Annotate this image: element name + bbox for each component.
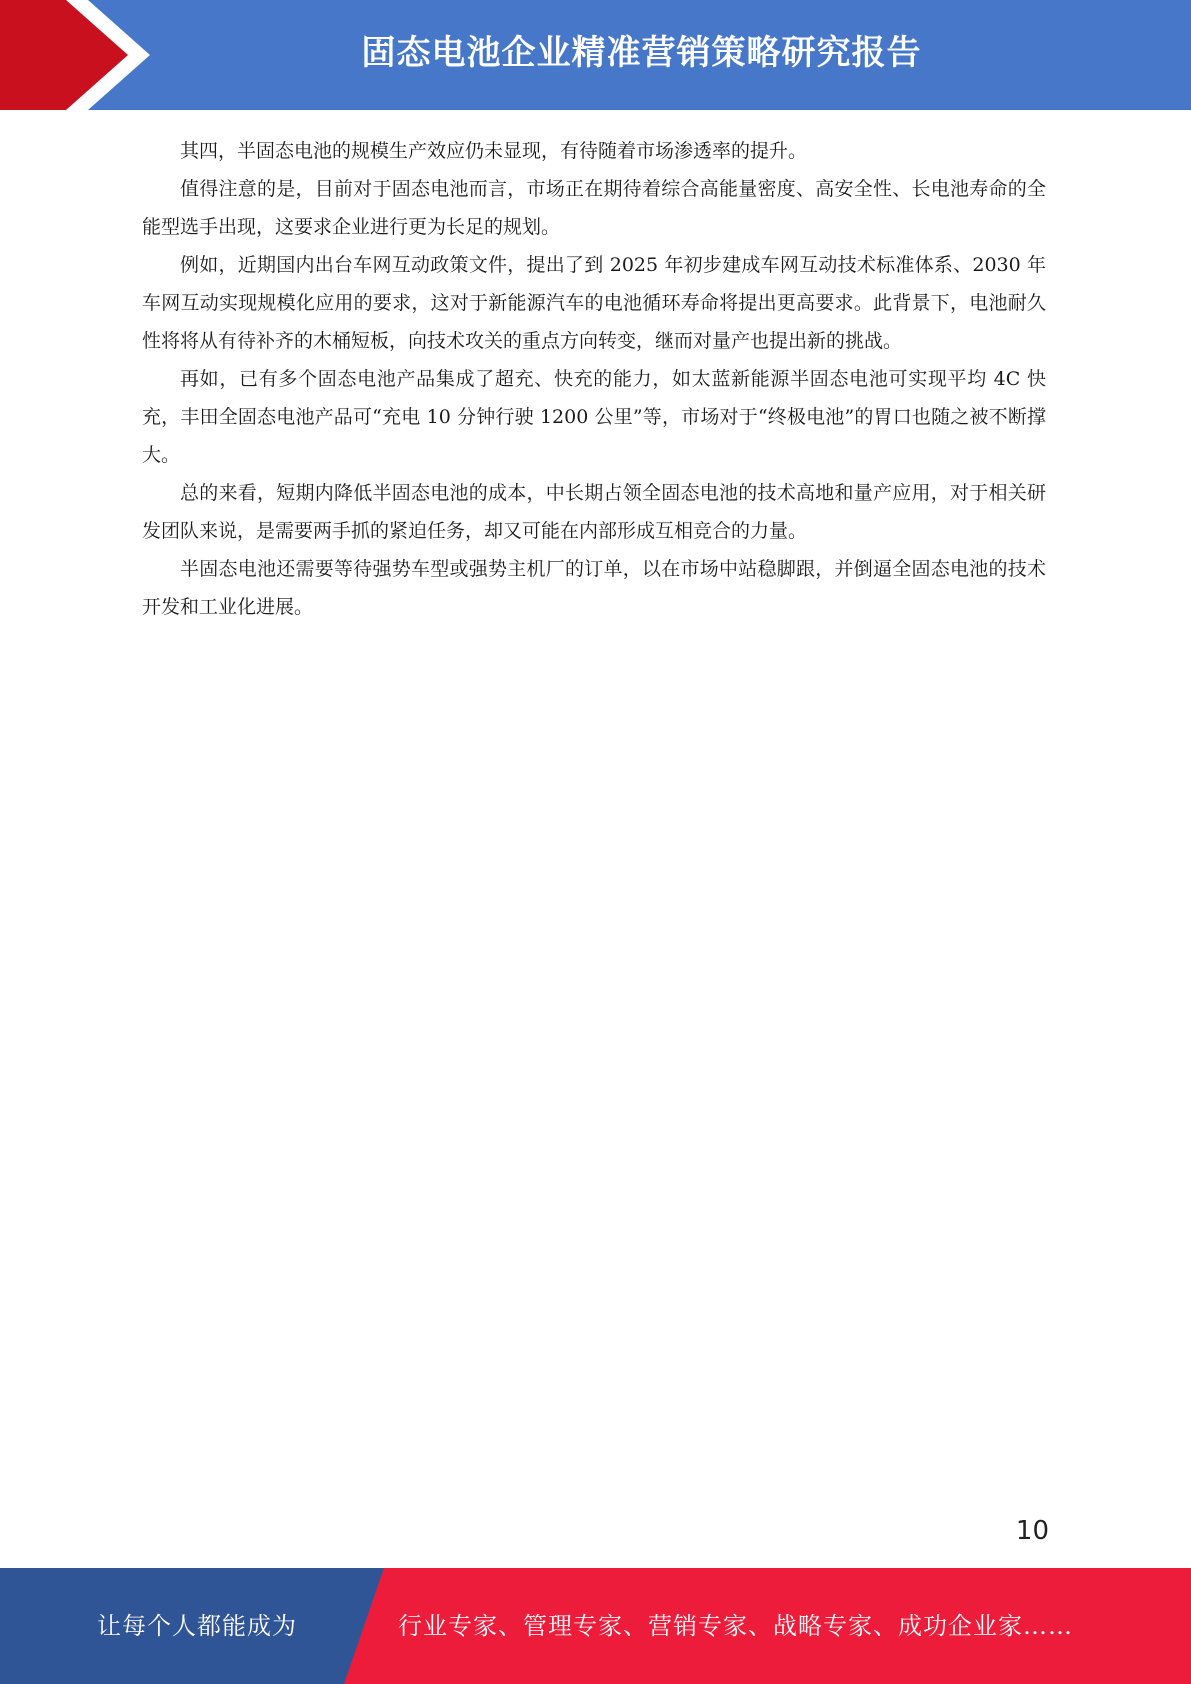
paragraph: 其四，半固态电池的规模生产效应仍未显现，有待随着市场渗透率的提升。 <box>180 140 808 162</box>
paragraph: 再如，已有多个固态电池产品集成了超充、快充的能力，如太蓝新能源半固态电池可实现平均 4C 快充，丰田全固态电池产品可“充电 10 分钟行驶 1200 公里”等，市场对于“终极电池”的胃口也随之被不断撑大。 <box>142 368 1046 466</box>
paragraph: 值得注意的是，目前对于固态电池而言，市场正在期待着综合高能量密度、高安全性、长电池寿命的全能型选手出现，这要求企业进行更为长足的规划。 <box>142 178 1046 238</box>
footer-slogan-roles: 行业专家、管理专家、营销专家、战略专家、成功企业家…… <box>398 1612 1073 1640</box>
report-body <box>142 132 1046 626</box>
paragraph: 总的来看，短期内降低半固态电池的成本，中长期占领全固态电池的技术高地和量产应用，对于相关研发团队来说，是需要两手抓的紧迫任务，却又可能在内部形成互相竞合的力量。 <box>142 482 1046 542</box>
chevron-arrow-decoration <box>0 0 150 110</box>
page-number: 10 <box>1015 1516 1049 1546</box>
document-title: 固态电池企业精准营销策略研究报告 <box>361 33 922 73</box>
paragraph: 例如，近期国内出台车网互动政策文件，提出了到 2025 年初步建成车网互动技术标准体系、2030 年车网互动实现规模化应用的要求，这对于新能源汽车的电池循环寿命将提出更高要求。此背景下，电池耐久性将将从有待补齐的木桶短板，向技术攻关的重点方向转变，继而对量产也提出新的挑战。 <box>142 254 1046 352</box>
footer-banner <box>0 1568 1191 1684</box>
footer-slogan-lead: 让每个人都能成为 <box>97 1612 297 1640</box>
paragraph: 半固态电池还需要等待强势车型或强势主机厂的订单，以在市场中站稳脚跟，并倒逼全固态电池的技术开发和工业化进展。 <box>142 558 1046 618</box>
header-banner <box>0 0 1191 110</box>
